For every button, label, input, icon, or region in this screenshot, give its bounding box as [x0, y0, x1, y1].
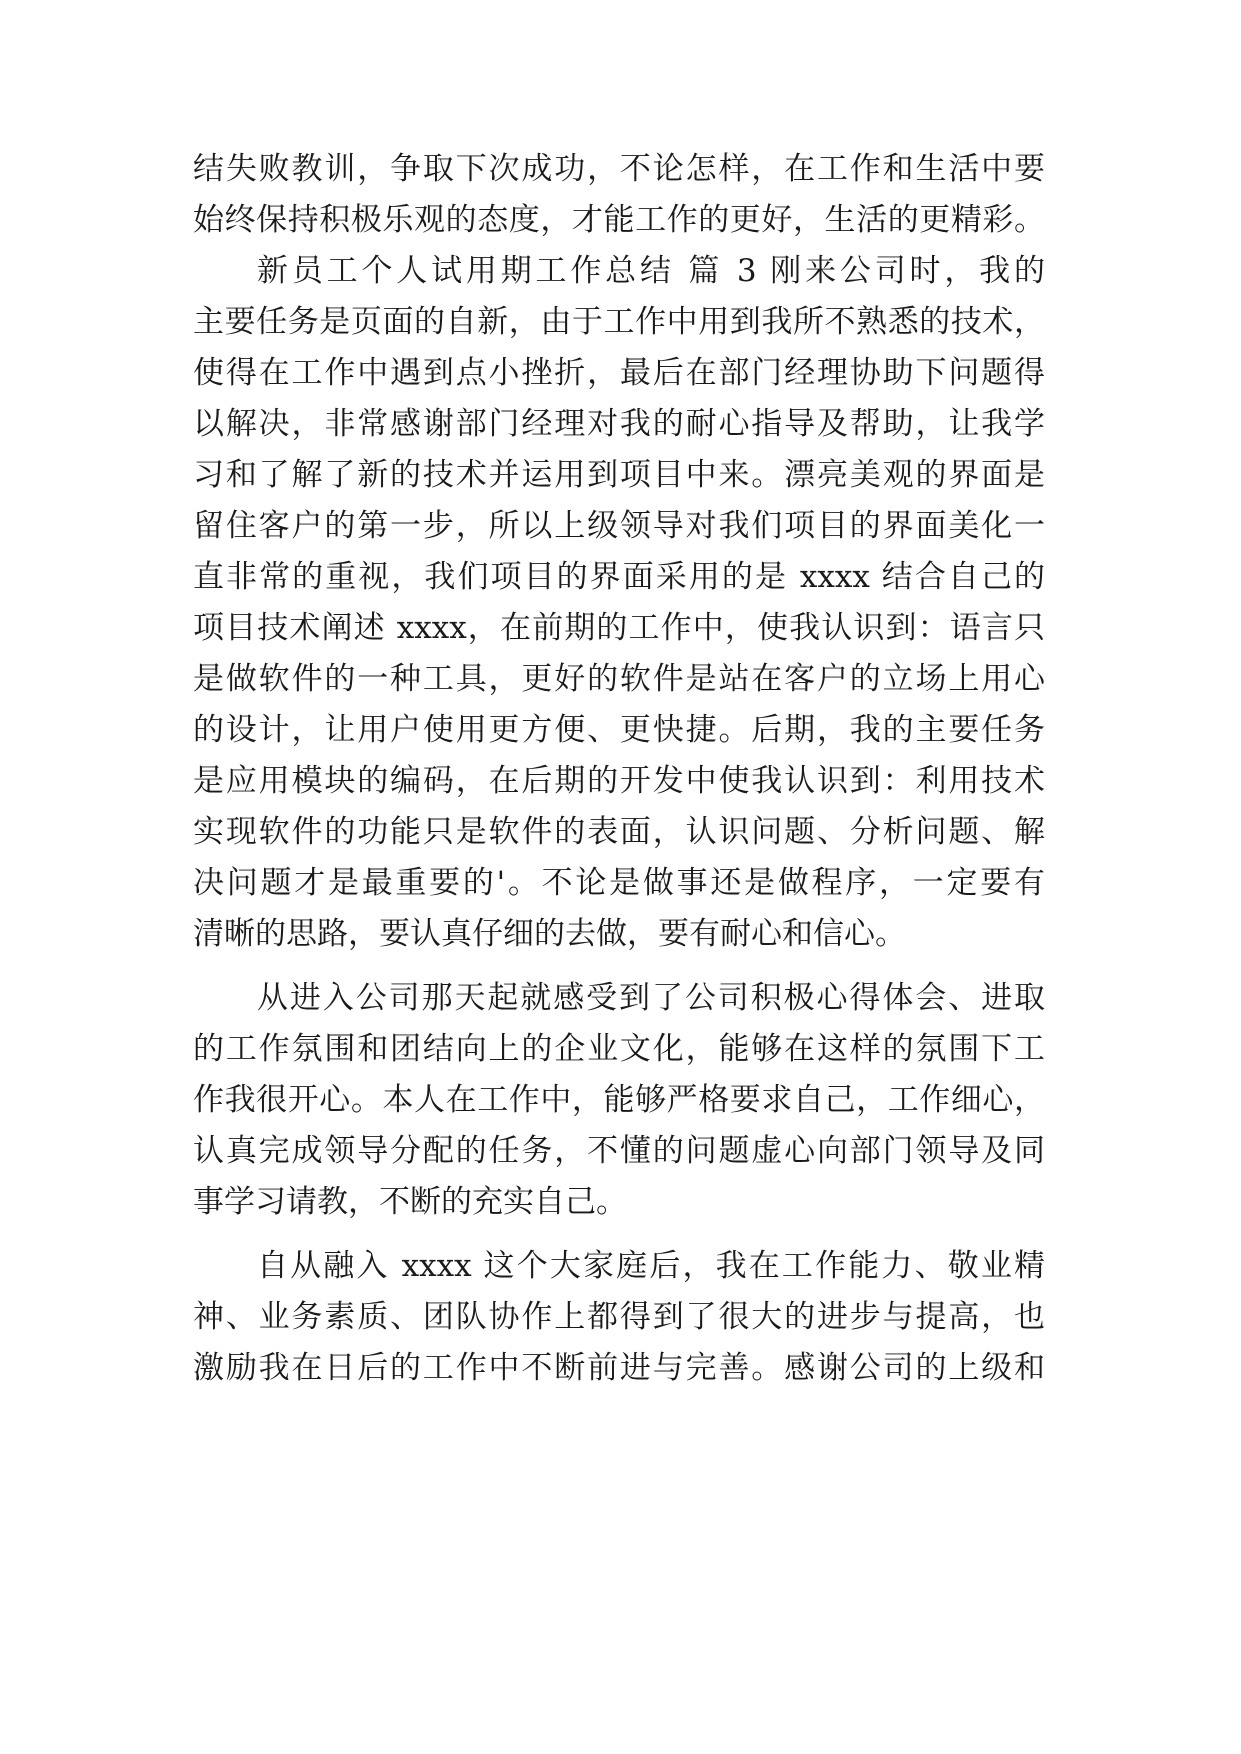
body-text-line: 的工作氛围和团结向上的企业文化，能够在这样的氛围下工: [193, 1031, 1045, 1067]
body-text-line: 激励我在日后的工作中不断前进与完善。感谢公司的上级和: [193, 1350, 1045, 1386]
body-text-line: 清晰的思路，要认真仔细的去做，要有耐心和信心。: [193, 916, 906, 952]
body-text-line: 以解决，非常感谢部门经理对我的耐心指导及帮助，让我学: [193, 406, 1045, 442]
body-text-line: 是做软件的一种工具，更好的软件是站在客户的立场上用心: [193, 661, 1045, 697]
body-text-line: 决问题才是最重要的'。不论是做事还是做程序，一定要有: [193, 865, 1045, 901]
body-text-line: 实现软件的功能只是软件的表面，认识问题、分析问题、解: [193, 814, 1045, 850]
body-text-line: 始终保持积极乐观的态度，才能工作的更好，生活的更精彩。: [193, 202, 1045, 238]
body-text-line: 神、业务素质、团队协作上都得到了很大的进步与提高，也: [193, 1299, 1045, 1335]
body-text-line: 使得在工作中遇到点小挫折，最后在部门经理协助下问题得: [193, 355, 1045, 391]
body-text-line: 直非常的重视，我们项目的界面采用的是 xxxx 结合自己的: [193, 559, 1045, 595]
body-text-line: 的设计，让用户使用更方便、更快捷。后期，我的主要任务: [193, 712, 1045, 748]
paragraph-first-line: 从进入公司那天起就感受到了公司积极心得体会、进取: [257, 980, 1045, 1016]
body-text-line: 作我很开心。本人在工作中，能够严格要求自己，工作细心，: [193, 1082, 1045, 1118]
body-text-line: 项目技术阐述 xxxx，在前期的工作中，使我认识到：语言只: [193, 610, 1045, 646]
body-text-line: 事学习请教，不断的充实自己。: [193, 1184, 627, 1220]
body-text-line: 结失败教训，争取下次成功，不论怎样，在工作和生活中要: [193, 151, 1045, 187]
body-text-line: 认真完成领导分配的任务，不懂的问题虚心向部门领导及同: [193, 1133, 1045, 1169]
body-text-line: 是应用模块的编码，在后期的开发中使我认识到：利用技术: [193, 763, 1045, 799]
section-heading-line: 新员工个人试用期工作总结 篇 3 刚来公司时，我的: [257, 253, 1045, 289]
body-text-line: 留住客户的第一步，所以上级领导对我们项目的界面美化一: [193, 508, 1045, 544]
paragraph-first-line: 自从融入 xxxx 这个大家庭后，我在工作能力、敬业精: [257, 1248, 1045, 1284]
body-text-line: 主要任务是页面的自新，由于工作中用到我所不熟悉的技术，: [193, 304, 1045, 340]
body-text-line: 习和了解了新的技术并运用到项目中来。漂亮美观的界面是: [193, 457, 1045, 493]
